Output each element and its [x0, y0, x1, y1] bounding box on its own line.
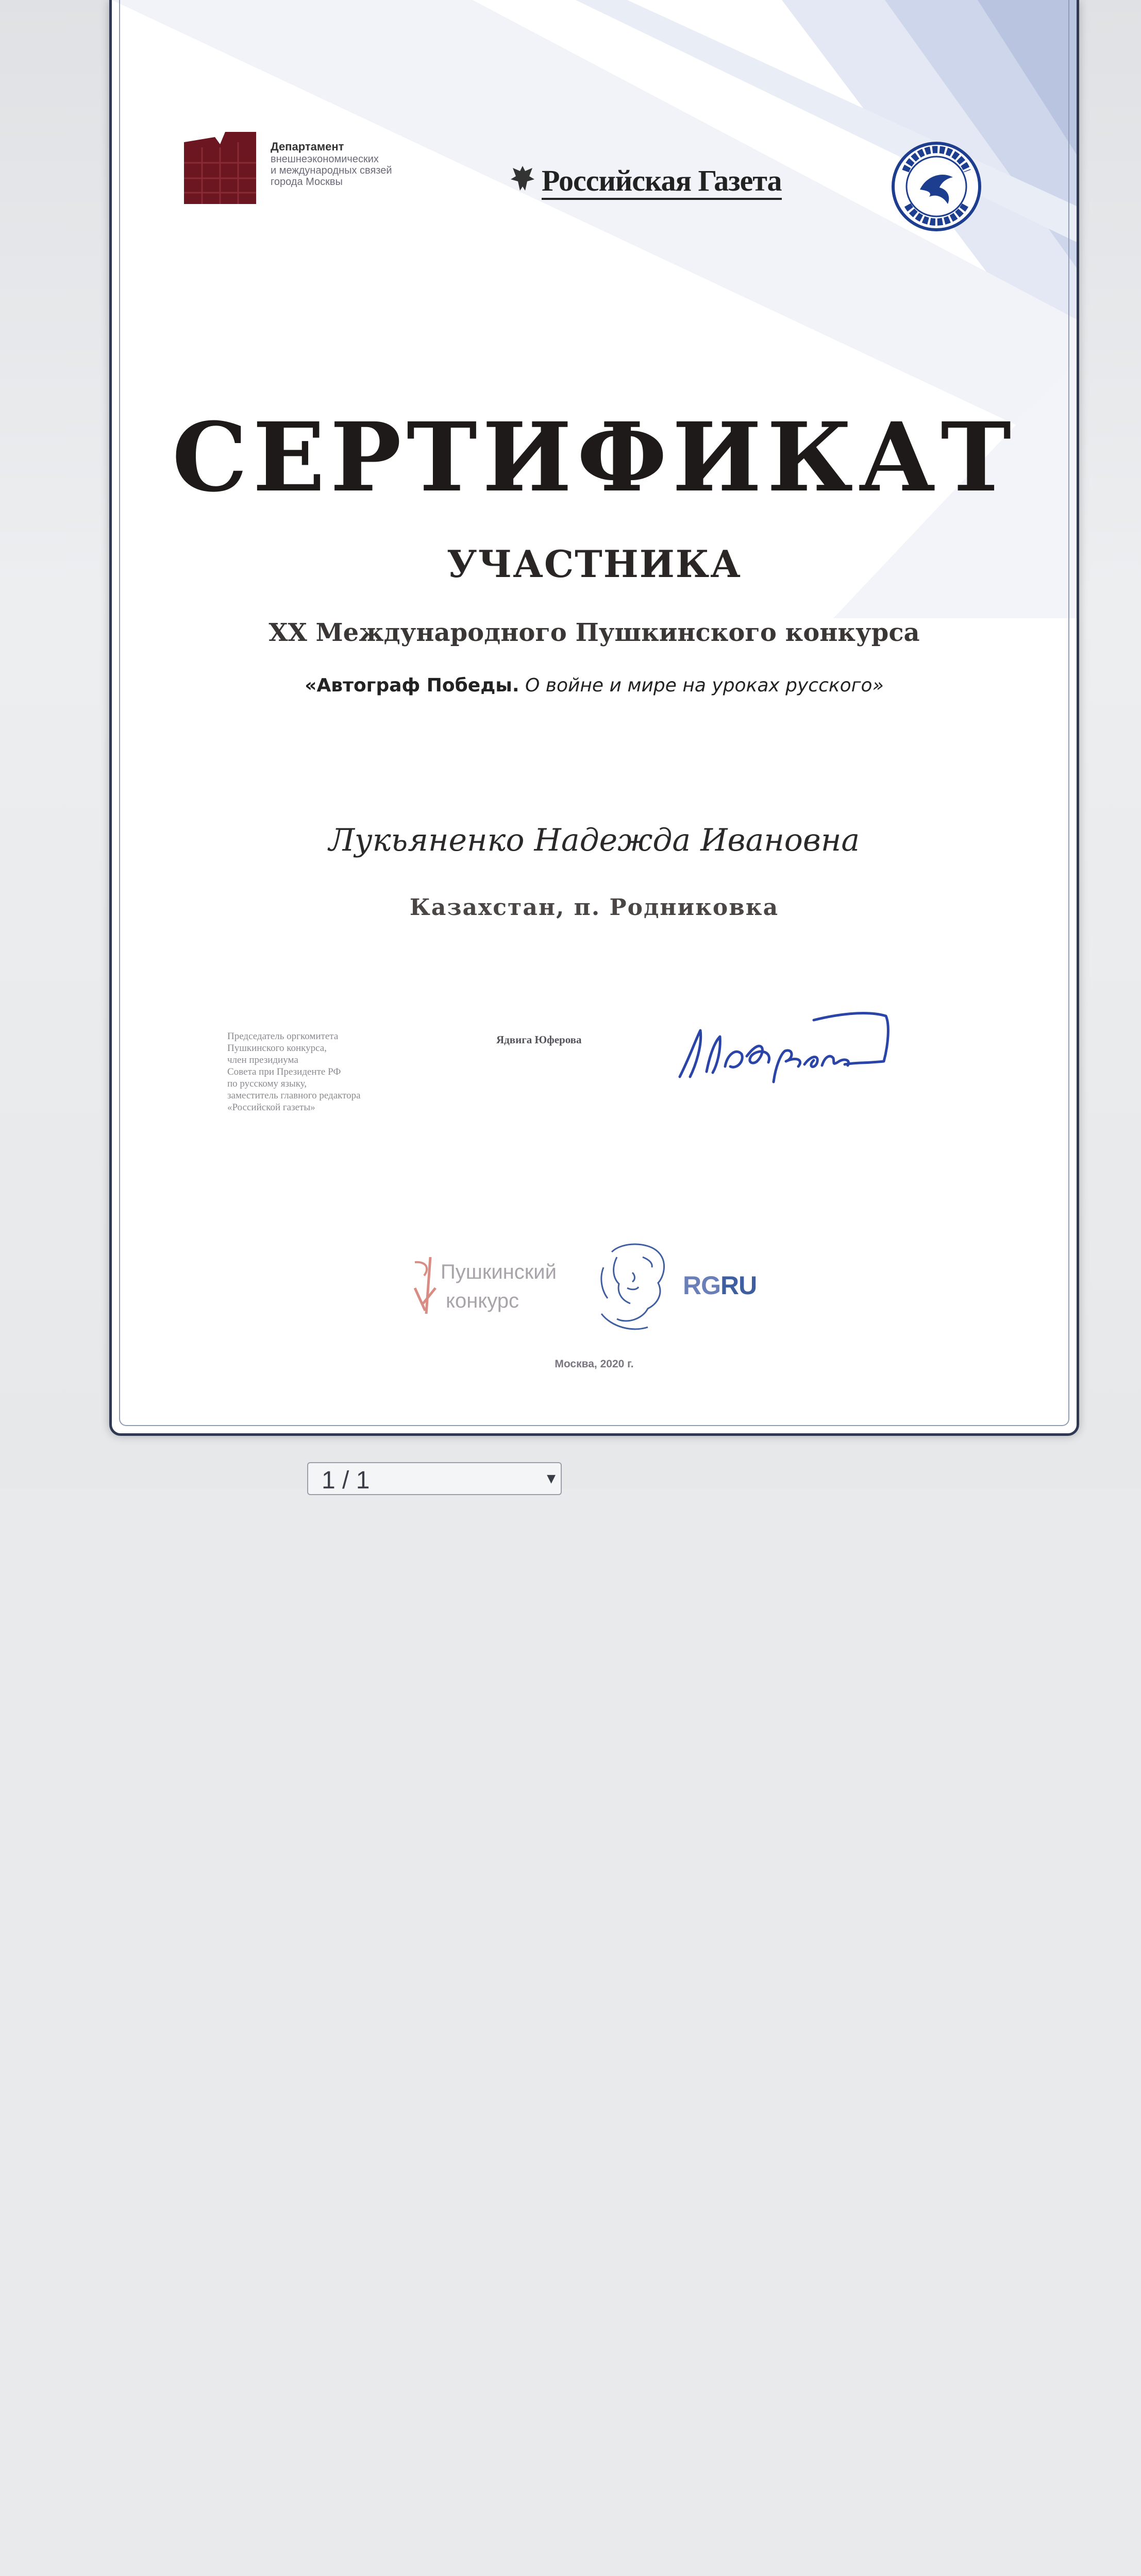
- chair-line: заместитель главного редактора: [227, 1090, 361, 1101]
- department-line: внешнеэкономических: [271, 154, 379, 165]
- rgru-logo: [683, 1270, 757, 1300]
- viewer-toolbar: [0, 1437, 1141, 1489]
- certificate-title: СЕРТИФИКАТ: [172, 402, 1017, 513]
- certificate-subtitle: УЧАСТНИКА: [447, 542, 742, 586]
- recipient-name: Лукьяненко Надежда Ивановна: [328, 822, 860, 858]
- contest-line: XX Международного Пушкинского конкурса: [269, 618, 920, 647]
- header-logos: [112, 0, 1077, 258]
- department-name: [271, 140, 446, 188]
- handwritten-signature: [659, 1005, 896, 1092]
- contest-logo-line2: конкурс: [446, 1290, 519, 1312]
- pushkin-contest-logo: [394, 1247, 580, 1319]
- pushkin-portrait-icon: [581, 1236, 679, 1334]
- department-title: Департамент: [271, 140, 344, 153]
- eagle-emblem-icon: [510, 164, 535, 193]
- department-line: и международных связей: [271, 165, 392, 176]
- page-indicator: 1 / 1: [322, 1467, 370, 1494]
- society-seal-icon: [890, 140, 983, 233]
- contest-name: [112, 675, 1077, 696]
- chair-line: Пушкинского конкурса,: [227, 1043, 327, 1054]
- chevron-down-icon[interactable]: ▼: [547, 1472, 556, 1485]
- chair-line: по русскому языку,: [227, 1078, 307, 1089]
- recipient-location: Казахстан, п. Родниковка: [409, 894, 779, 921]
- chair-line: Совета при Президенте РФ: [227, 1066, 341, 1077]
- chair-title: [227, 1030, 464, 1113]
- rgru-part2: RU: [720, 1271, 757, 1300]
- newspaper-logo: Российская Газета: [542, 164, 782, 200]
- chair-line: член президиума: [227, 1055, 298, 1065]
- department-line: города Москвы: [271, 176, 343, 188]
- chair-line: Председатель оргкомитета: [227, 1031, 339, 1042]
- department-logo-icon: [184, 132, 256, 204]
- rgru-part1: RG: [683, 1271, 720, 1300]
- signer-name: Ядвига Юферова: [496, 1033, 582, 1046]
- contest-name-bold: «Автограф Победы.: [305, 675, 519, 696]
- page-selector[interactable]: [307, 1462, 562, 1495]
- contest-name-italic: О войне и мире на уроках русского»: [519, 675, 884, 696]
- chair-line: «Российской газеты»: [227, 1102, 315, 1113]
- certificate-page: [109, 0, 1079, 1436]
- contest-logo-line1: Пушкинский: [441, 1261, 557, 1283]
- footer-city-year: Москва, 2020 г.: [555, 1358, 634, 1370]
